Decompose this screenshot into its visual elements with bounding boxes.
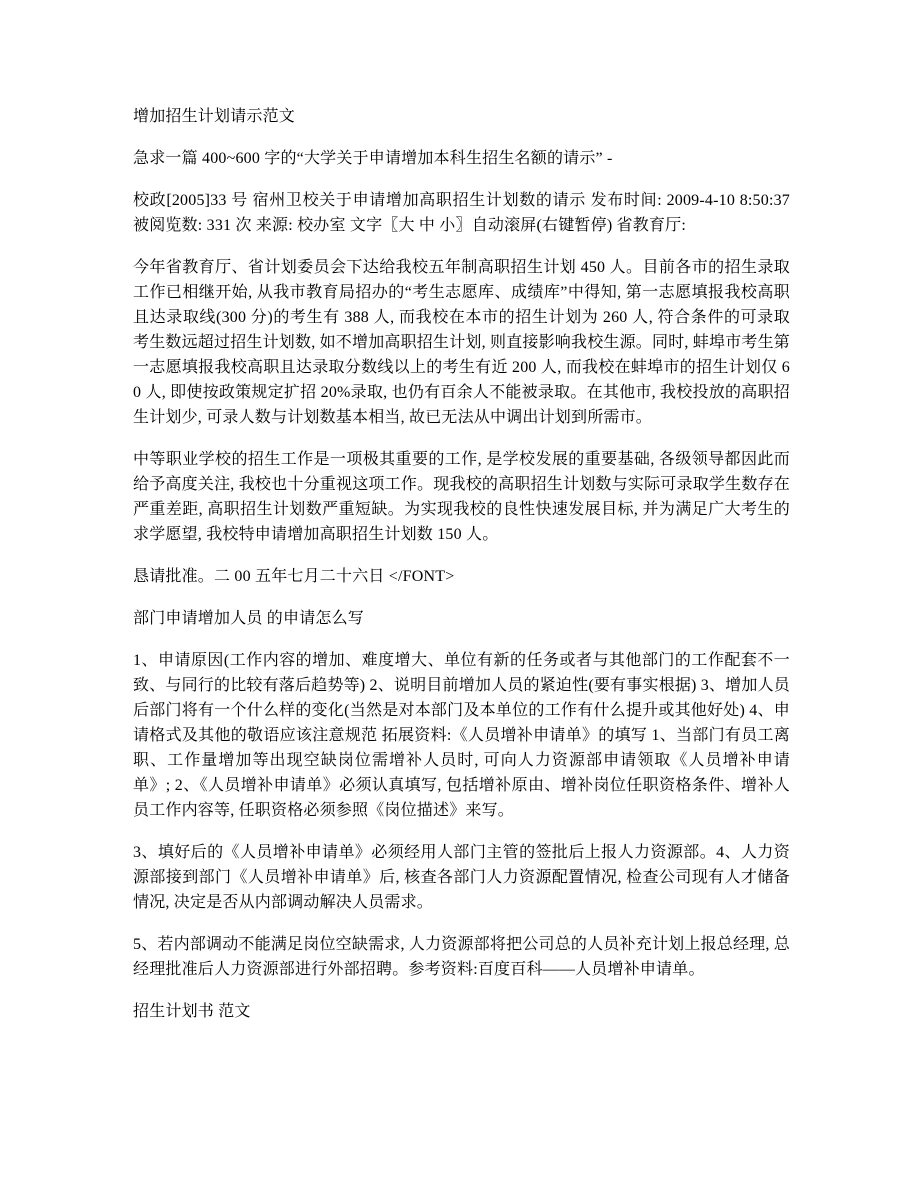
body-paragraph-request-increase: 中等职业学校的招生工作是一项极其重要的工作, 是学校发展的重要基础, 各级领导都因此而给予高度关注, 我校也十分重视这项工作。现我校的高职招生计划数与实际可录取学生数存在严重差距, 高职招生计划数严重短缺。为实现我校的良性快速发展目标, 并为满足广大考生的求学愿望, 我校特申请增加高职招生计划数 150 人。 (133, 451, 790, 543)
body-paragraph-enrollment-status: 今年省教育厅、省计划委员会下达给我校五年制高职招生计划 450 人。目前各市的招生录取工作已相继开始, 从我市教育局招办的“考生志愿库、成绩库”中得知, 第一志愿填报我校高职且达录取线(300 分)的考生有 388 人, 而我校在本市的招生计划为 260 人, 符合条件的可录取考生数远超过招生计划数, 如不增加高职招生计划, 则直接影响我校生源。同时, 蚌埠市考生第一志愿填报我校高职且达录取分数线以上的考生有近 200 人, 而我校在蚌埠市的招生计划仅 60 人, 即使按政策规定扩招 20%录取, 也仍有百余人不能被录取。在其他市, 我校投放的高职招生计划少, 可录人数与计划数基本相当, 故已无法从中调出计划到所需市。 (133, 259, 791, 426)
numbered-points-hr-process: 3、填好后的《人员增补申请单》必须经用人部门主管的签批后上报人力资源部。4、人力资源部接到部门《人员增补申请单》后, 核查各部门人力资源配置情况, 检查公司现有人才储备情况, 决定是否从内部调动解决人员需求。 (133, 844, 790, 911)
request-intro-line: 急求一篇 400~600 字的“大学关于申请增加本科生招生名额的请示” - (133, 150, 613, 167)
approval-date-line: 恳请批准。二 00 五年七月二十六日 </FONT> (133, 568, 455, 585)
doc-meta-line: 校政[2005]33 号 宿州卫校关于申请增加高职招生计划数的请示 发布时间: 2009-4-10 8:50:37 被阅览数: 331 次 来源: 校办室 文字〖大 中 小〗自动滚屏(右键暂停) 省教育厅: (133, 192, 790, 234)
numbered-points-external-hiring: 5、若内部调动不能满足岗位空缺需求, 人力资源部将把公司总的人员补充计划上报总经理, 总经理批准后人力资源部进行外部招聘。参考资料:百度百科——人员增补申请单。 (133, 936, 790, 978)
doc-title: 增加招生计划请示范文 (133, 108, 296, 125)
section-title-enrollment-plan: 招生计划书 范文 (133, 1003, 251, 1020)
document-text-block (133, 104, 790, 1024)
numbered-points-application-guide: 1、申请原因(工作内容的增加、难度增大、单位有新的任务或者与其他部门的工作配套不一致、与同行的比较有落后趋势等) 2、说明目前增加人员的紧迫性(要有事实根据) 3、增加人员后部门将有一个什么样的变化(当然是对本部门及本单位的工作有什么提升或其他好处) 4、申请格式及其他的敬语应该注意规范 拓展资料:《人员增补申请单》的填写 1、当部门有员工离职、工作量增加等出现空缺岗位需增补人员时, 可向人力资源部申请领取《人员增补申请单》; 2、《人员增补申请单》必须认真填写, 包括增补原由、增补岗位任职资格条件、增补人员工作内容等, 任职资格必须参照《岗位描述》来写。 (133, 652, 790, 819)
section-title-department-request: 部门申请增加人员 的申请怎么写 (133, 610, 365, 627)
